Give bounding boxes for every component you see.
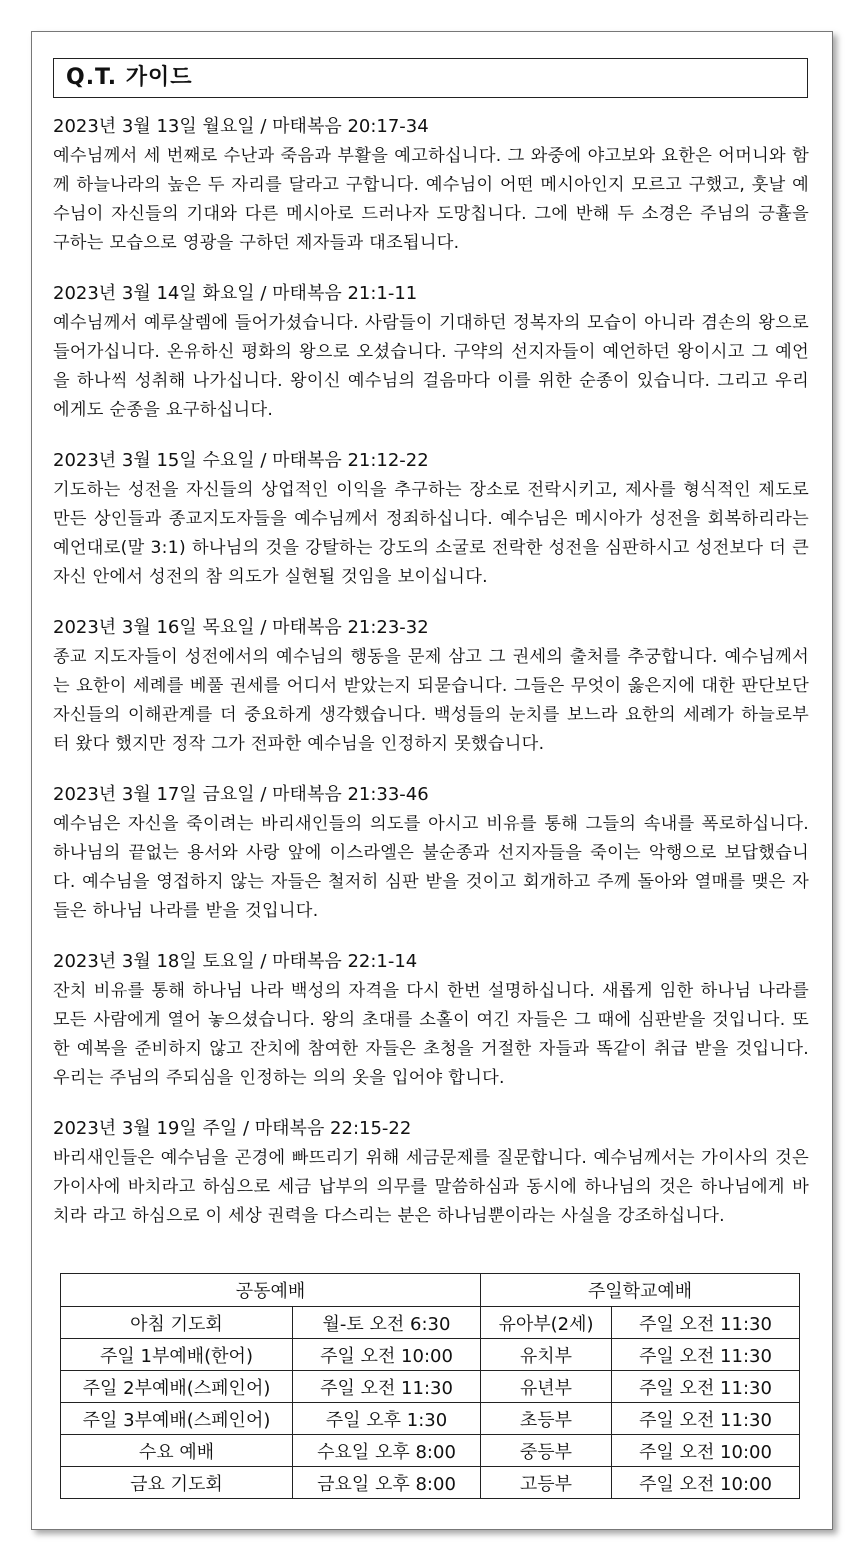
entry-body: 바리새인들은 예수님을 곤경에 빠뜨리기 위해 세금문제를 질문합니다. 예수님께서는 가이사의 것은 가이사에 바치라고 하심으로 세금 납부의 의무를 말씀하심과 동시에 하나님의 것은 하나님에게 바치라 라고 하심으로 이 세상 권력을 다스리는 분은 하나님뿐이라는 사실을 강조하십니다. bbox=[53, 1148, 809, 1226]
header-sunday-school: 주일학교예배 bbox=[481, 1274, 800, 1307]
department-time: 주일 오전 11:30 bbox=[612, 1339, 800, 1371]
department-name: 고등부 bbox=[481, 1467, 612, 1499]
table-row bbox=[61, 1467, 800, 1499]
service-name: 주일 1부예배(한어) bbox=[61, 1339, 293, 1371]
service-name: 수요 예배 bbox=[61, 1435, 293, 1467]
qt-entry bbox=[53, 1114, 809, 1231]
service-name: 주일 3부예배(스페인어) bbox=[61, 1403, 293, 1435]
service-time: 주일 오후 1:30 bbox=[293, 1403, 481, 1435]
service-time: 월-토 오전 6:30 bbox=[293, 1307, 481, 1339]
entry-body: 예수님께서 예루살렘에 들어가셨습니다. 사람들이 기대하던 정복자의 모습이 아니라 겸손의 왕으로 들어가십니다. 온유하신 평화의 왕으로 오셨습니다. 구약의 선지자들이 예언하던 왕이시고 그 예언을 하나씩 성취해 나가십니다. 왕이신 예수님의 걸음마다 이를 위한 순종이 있습니다. 그리고 우리에게도 순종을 요구하십니다. bbox=[53, 313, 809, 420]
service-time: 주일 오전 11:30 bbox=[293, 1371, 481, 1403]
entry-heading: 2023년 3월 16일 목요일 / 마태복음 21:23-32 bbox=[53, 617, 429, 638]
qt-entry bbox=[53, 112, 809, 258]
entry-heading: 2023년 3월 15일 수요일 / 마태복음 21:12-22 bbox=[53, 450, 429, 471]
department-name: 중등부 bbox=[481, 1435, 612, 1467]
table-header-row bbox=[61, 1274, 800, 1307]
entry-heading: 2023년 3월 14일 화요일 / 마태복음 21:1-11 bbox=[53, 283, 418, 304]
entry-body: 예수님께서 세 번째로 수난과 죽음과 부활을 예고하십니다. 그 와중에 야고보와 요한은 어머니와 함께 하늘나라의 높은 두 자리를 달라고 구합니다. 예수님이 어떤 메시아인지 모르고 구했고, 훗날 예수님이 자신들의 기대와 다른 메시아로 드러나자 도망칩니다. 그에 반해 두 소경은 주님의 긍휼을 구하는 모습으로 영광을 구하던 제자들과 대조됩니다. bbox=[53, 146, 809, 253]
worship-schedule-table bbox=[60, 1273, 800, 1499]
department-time: 주일 오전 10:00 bbox=[612, 1435, 800, 1467]
qt-entry bbox=[53, 279, 809, 425]
department-name: 유치부 bbox=[481, 1339, 612, 1371]
service-name: 금요 기도회 bbox=[61, 1467, 293, 1499]
qt-entry bbox=[53, 446, 809, 592]
table-row bbox=[61, 1435, 800, 1467]
qt-entry bbox=[53, 613, 809, 759]
table-row bbox=[61, 1307, 800, 1339]
entry-body: 예수님은 자신을 죽이려는 바리새인들의 의도를 아시고 비유를 통해 그들의 속내를 폭로하십니다. 하나님의 끝없는 용서와 사랑 앞에 이스라엘은 불순종과 선지자들을 죽이는 악행으로 보답했습니다. 예수님을 영접하지 않는 자들은 철저히 심판 받을 것이고 회개하고 주께 돌아와 열매를 맺은 자들은 하나님 나라를 받을 것입니다. bbox=[53, 814, 809, 921]
page-title: Q.T. 가이드 bbox=[53, 58, 808, 98]
entry-body: 종교 지도자들이 성전에서의 예수님의 행동을 문제 삼고 그 권세의 출처를 추궁합니다. 예수님께서는 요한이 세례를 베풀 권세를 어디서 받았는지 되묻습니다. 그들은 무엇이 옳은지에 대한 판단보단 자신들의 이해관계를 더 중요하게 생각했습니다. 백성들의 눈치를 보느라 요한의 세례가 하늘로부터 왔다 했지만 정작 그가 전파한 예수님을 인정하지 못했습니다. bbox=[53, 647, 809, 754]
department-time: 주일 오전 11:30 bbox=[612, 1307, 800, 1339]
department-time: 주일 오전 11:30 bbox=[612, 1371, 800, 1403]
entry-heading: 2023년 3월 18일 토요일 / 마태복음 22:1-14 bbox=[53, 951, 418, 972]
service-name: 아침 기도회 bbox=[61, 1307, 293, 1339]
department-name: 유아부(2세) bbox=[481, 1307, 612, 1339]
table-row bbox=[61, 1371, 800, 1403]
department-name: 유년부 bbox=[481, 1371, 612, 1403]
qt-entries bbox=[53, 112, 809, 1252]
service-time: 금요일 오후 8:00 bbox=[293, 1467, 481, 1499]
entry-body: 기도하는 성전을 자신들의 상업적인 이익을 추구하는 장소로 전락시키고, 제사를 형식적인 제도로 만든 상인들과 종교지도자들을 예수님께서 정죄하십니다. 예수님은 메시아가 성전을 회복하리라는 예언대로(말 3:1) 하나님의 것을 강탈하는 강도의 소굴로 전락한 성전을 심판하시고 성전보다 더 큰 자신 안에서 성전의 참 의도가 실현될 것임을 보이십니다. bbox=[53, 480, 809, 587]
department-time: 주일 오전 11:30 bbox=[612, 1403, 800, 1435]
service-time: 수요일 오후 8:00 bbox=[293, 1435, 481, 1467]
header-common-worship: 공동예배 bbox=[61, 1274, 481, 1307]
service-name: 주일 2부예배(스페인어) bbox=[61, 1371, 293, 1403]
entry-heading: 2023년 3월 17일 금요일 / 마태복음 21:33-46 bbox=[53, 784, 429, 805]
service-time: 주일 오전 10:00 bbox=[293, 1339, 481, 1371]
table-row bbox=[61, 1339, 800, 1371]
table-row bbox=[61, 1403, 800, 1435]
qt-entry bbox=[53, 947, 809, 1093]
entry-heading: 2023년 3월 19일 주일 / 마태복음 22:15-22 bbox=[53, 1118, 412, 1139]
department-time: 주일 오전 10:00 bbox=[612, 1467, 800, 1499]
entry-body: 잔치 비유를 통해 하나님 나라 백성의 자격을 다시 한번 설명하십니다. 새롭게 임한 하나님 나라를 모든 사람에게 열어 놓으셨습니다. 왕의 초대를 소홀이 여긴 자들은 그 때에 심판받을 것입니다. 또한 예복을 준비하지 않고 잔치에 참여한 자들은 초청을 거절한 자들과 똑같이 취급 받을 것입니다. 우리는 주님의 주되심을 인정하는 의의 옷을 입어야 합니다. bbox=[53, 981, 809, 1088]
department-name: 초등부 bbox=[481, 1403, 612, 1435]
entry-heading: 2023년 3월 13일 월요일 / 마태복음 20:17-34 bbox=[53, 116, 429, 137]
qt-entry bbox=[53, 780, 809, 926]
